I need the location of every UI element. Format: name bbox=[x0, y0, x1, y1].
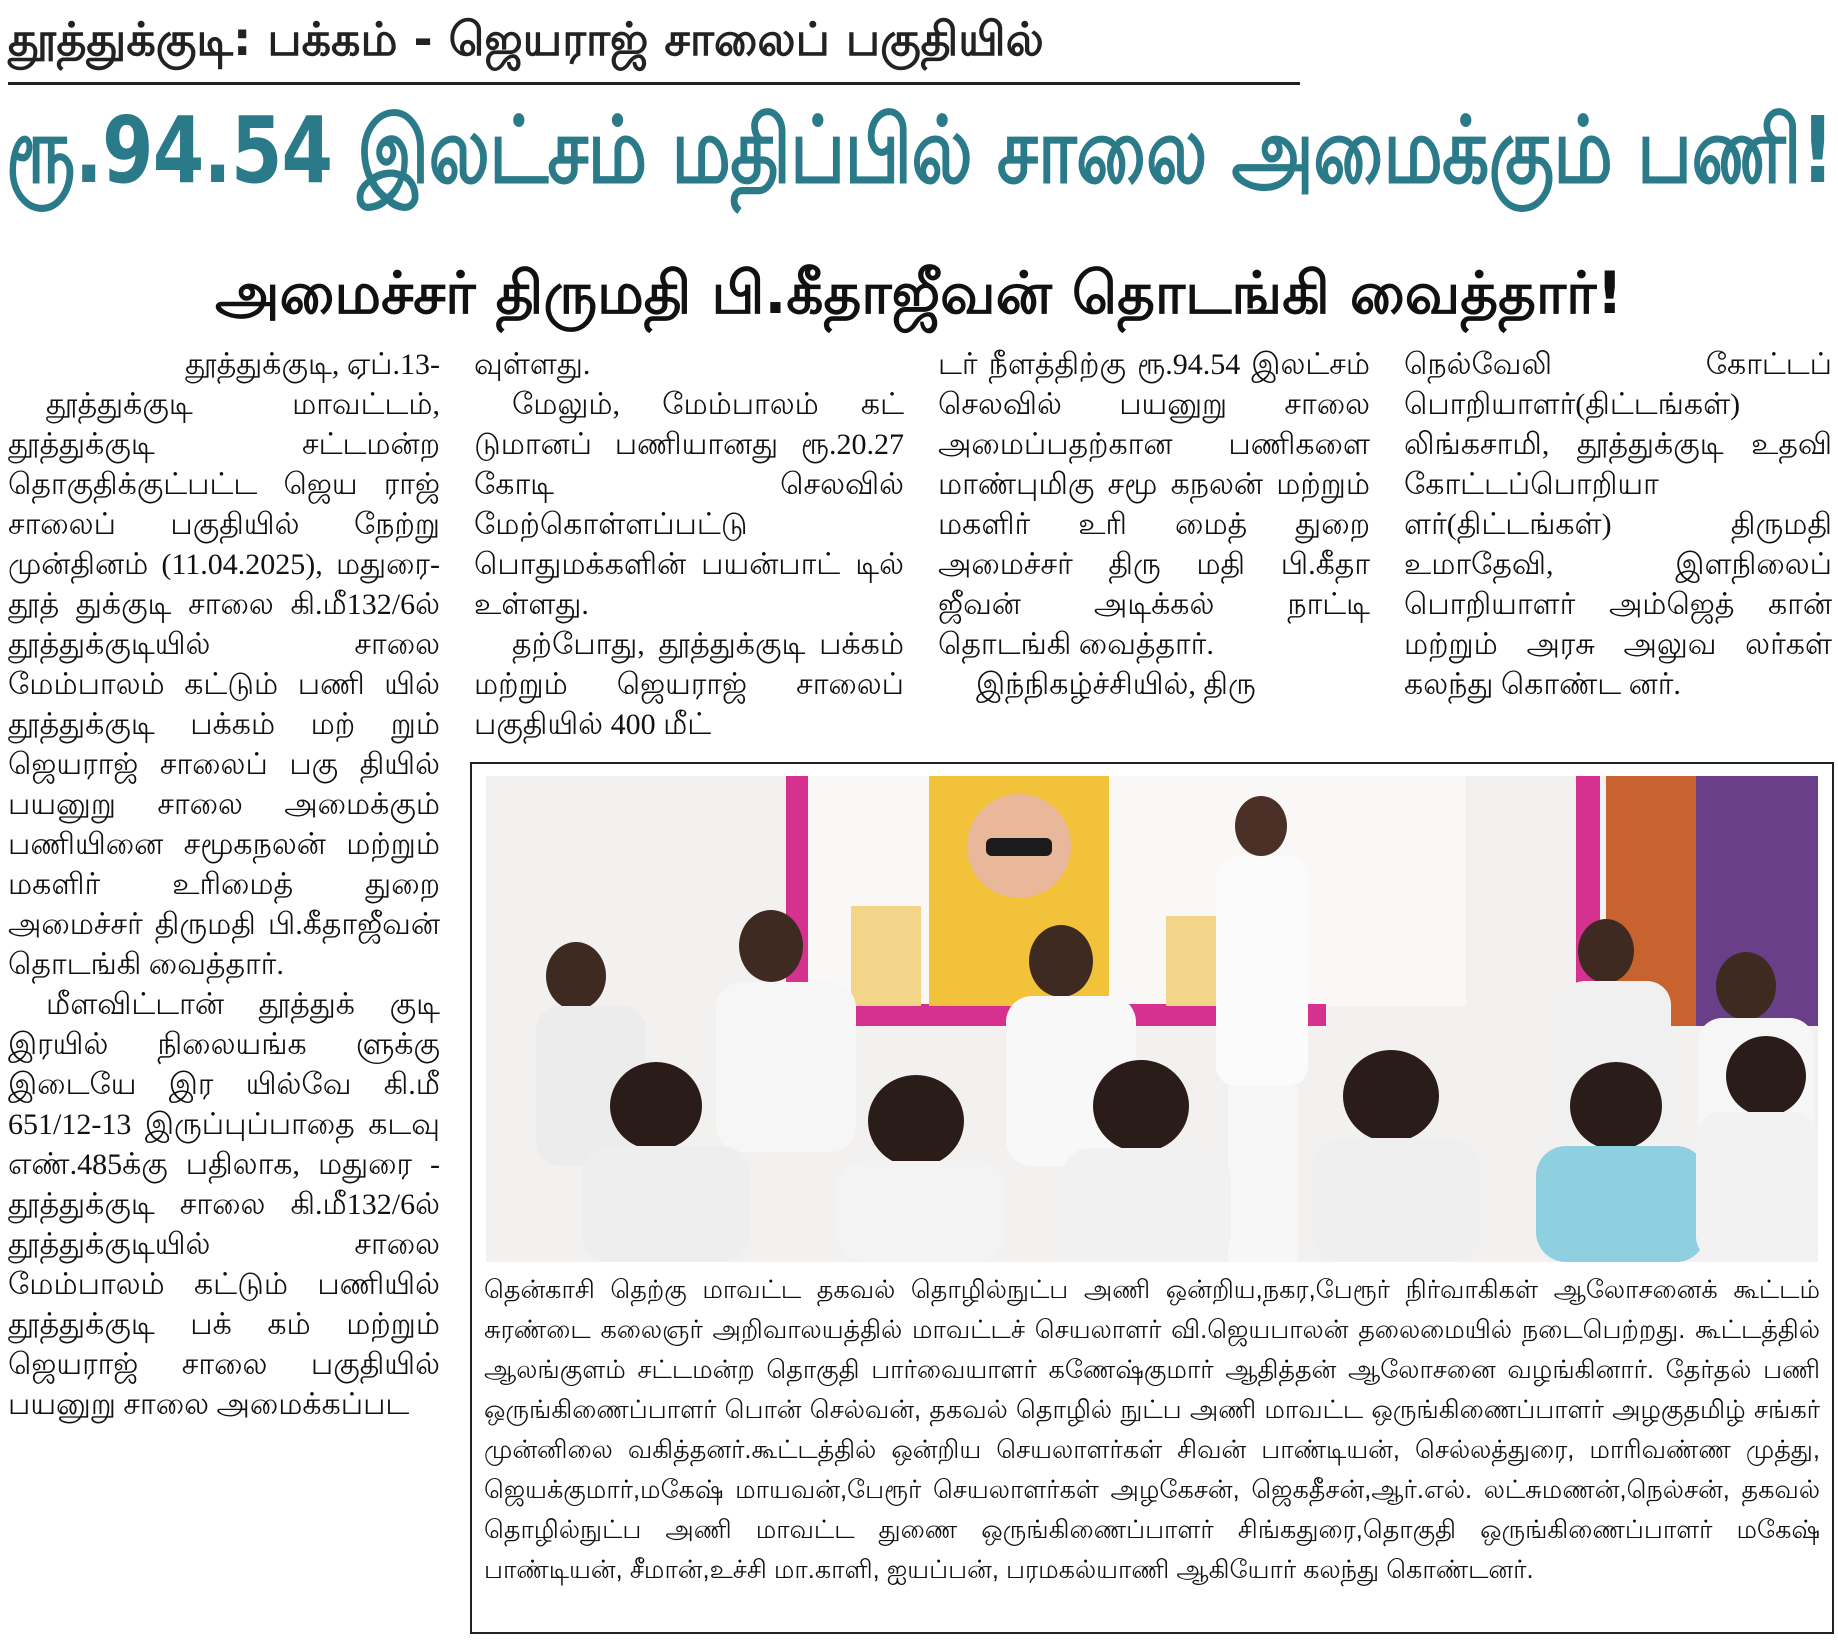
kicker-underline bbox=[8, 82, 1300, 85]
meeting-photo bbox=[486, 776, 1818, 1262]
column-1 bbox=[8, 345, 440, 1425]
paragraph: தூத்துக்குடி மாவட்டம், தூத்துக்குடி சட்டமன்ற தொகுதிக்குட்பட்ட ஜெய ராஜ் சாலைப் பகுதியில் நேற்று முன்தினம் (11.04.2025), மதுரை-தூத் துக்குடி சாலை கி.மீ132/6ல் தூத்துக்குடியில் சாலை மேம்பாலம் கட்டும் பணி யில் தூத்துக்குடி பக்கம் மற் றும் ஜெயராஜ் சாலைப் பகு தியில் பயனுறு சாலை அமைக்கும் பணியினை சமூகநலன் மற்றும் மகளிர் உரிமைத் துறை அமைச்சர் திருமதி பி.கீதாஜீவன் தொடங்கி வைத்தார். bbox=[8, 388, 440, 981]
column-2 bbox=[474, 345, 904, 745]
dateline: தூத்துக்குடி, ஏப்.13- bbox=[185, 348, 440, 381]
kicker: தூத்துக்குடி: பக்கம் - ஜெயராஜ் சாலைப் பகுதியில் bbox=[8, 12, 1044, 66]
photo-story-box bbox=[470, 762, 1834, 1634]
headline: ரூ.94.54 இலட்சம் மதிப்பில் சாலை அமைக்கும் பணி! bbox=[6, 97, 1834, 204]
paragraph: வுள்ளது. bbox=[474, 348, 591, 381]
column-3 bbox=[938, 345, 1370, 705]
paragraph: தற்போது, தூத்துக்குடி பக்கம் மற்றும் ஜெயராஜ் சாலைப் பகுதியில் 400 மீட் bbox=[474, 628, 904, 741]
paragraph: நெல்வேலி கோட்டப் பொறியாளர்(திட்டங்கள்) லிங்கசாமி, தூத்துக்குடி உதவி கோட்டப்பொறியா ளர்(திட்டங்கள்) திருமதி உமாதேவி, இளநிலைப் பொறியாளர் அம்ஜெத் கான் மற்றும் அரசு அலுவ லர்கள் கலந்து கொண்ட னர். bbox=[1404, 348, 1832, 701]
paragraph: டர் நீளத்திற்கு ரூ.94.54 இலட்சம் செலவில் பயனுறு சாலை அமைப்பதற்கான பணிகளை மாண்புமிகு சமூ கநலன் மற்றும் மகளிர் உரி மைத் துறை அமைச்சர் திரு மதி பி.கீதா ஜீவன் அடிக்கல் நாட்டி தொடங்கி வைத்தார். bbox=[938, 348, 1370, 661]
paragraph: மேலும், மேம்பாலம் கட் டுமானப் பணியானது ரூ.20.27 கோடி செலவில் மேற்கொள்ளப்பட்டு பொதுமக்களின் பயன்பாட் டில் உள்ளது. bbox=[474, 388, 904, 621]
meeting-photo-illustration bbox=[486, 776, 1818, 1262]
column-4 bbox=[1404, 345, 1832, 705]
subheadline: அமைச்சர் திருமதி பி.கீதாஜீவன் தொடங்கி வைத்தார்! bbox=[215, 259, 1623, 327]
photo-caption: தென்காசி தெற்கு மாவட்ட தகவல் தொழில்நுட்ப அணி ஒன்றிய,நகர,பேரூர் நிர்வாகிகள் ஆலோசனைக் கூட்டம் சுரண்டை கலைஞர் அறிவாலயத்தில் மாவட்டச் செயலாளர் வி.ஜெயபாலன் தலைமையில் நடைபெற்றது. கூட்டத்தில் ஆலங்குளம் சட்டமன்ற தொகுதி பார்வையாளர் கணேஷ்குமார் ஆதித்தன் ஆலோசனை வழங்கினார். தேர்தல் பணி ஒருங்கிணைப்பாளர் பொன் செல்வன், தகவல் தொழில் நுட்ப அணி மாவட்ட ஒருங்கிணைப்பாளர் அழகுதமிழ் சங்கர் முன்னிலை வகித்தனர்.கூட்டத்தில் ஒன்றிய செயலாளர்கள் சிவன் பாண்டியன், செல்லத்துரை, மாரிவண்ண முத்து, ஜெயக்குமார்,மகேஷ் மாயவன்,பேரூர் செயலாளர்கள் அழகேசன், ஜெகதீசன்,ஆர்.எல். லட்சுமணன்,நெல்சன், தகவல் தொழில்நுட்ப அணி மாவட்ட துணை ஒருங்கிணைப்பாளர் சிங்கதுரை,தொகுதி ஒருங்கிணைப்பாளர் மகேஷ் பாண்டியன், சீமான்,உச்சி மா.காளி, ஐயப்பன், பரமகல்யாணி ஆகியோர் கலந்து கொண்டனர். bbox=[484, 1276, 1820, 1584]
paragraph: இந்நிகழ்ச்சியில், திரு bbox=[976, 668, 1256, 701]
paragraph: மீளவிட்டான் தூத்துக் குடி இரயில் நிலையங்க ளுக்கு இடையே இர யில்வே கி.மீ 651/12-13 இருப்புப்பாதை கடவு எண்.485க்கு பதிலாக, மதுரை - தூத்துக்குடி சாலை கி.மீ132/6ல் தூத்துக்குடியில் சாலை மேம்பாலம் கட்டும் பணியில் தூத்துக்குடி பக் கம் மற்றும் ஜெயராஜ் சாலை பகுதியில் பயனுறு சாலை அமைக்கப்பட bbox=[8, 988, 440, 1421]
